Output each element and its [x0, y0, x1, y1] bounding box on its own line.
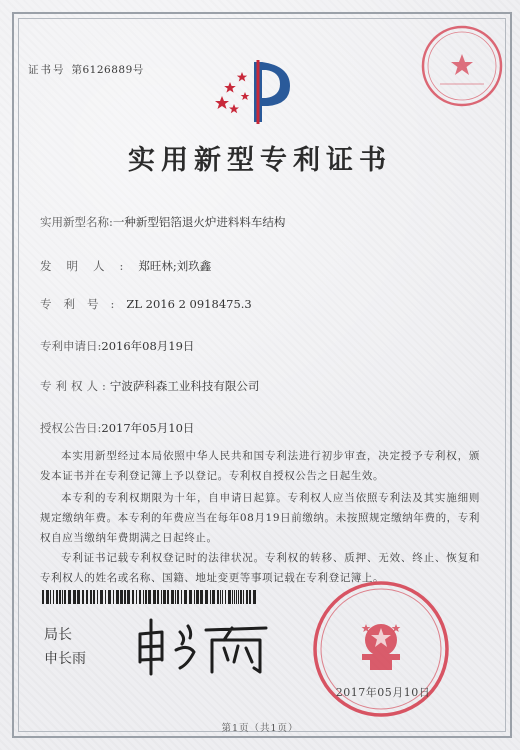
barcode-bar: [243, 590, 244, 604]
barcode-bar: [59, 590, 61, 604]
grant-date-row: [40, 420, 194, 436]
barcode-bar: [132, 590, 134, 604]
page-indicator: 第1页（共1页）: [221, 723, 299, 734]
sipo-logo-icon: [208, 56, 300, 126]
barcode-bar: [93, 590, 95, 604]
barcode-bar: [100, 590, 103, 604]
handwritten-signature: [128, 612, 278, 682]
filing-date-value: 2016年08月19日: [101, 339, 195, 353]
barcode-bar: [205, 590, 208, 604]
barcode-bar: [167, 590, 169, 604]
certificate-title: 实用新型专利证书: [128, 145, 392, 176]
barcode-bar: [217, 590, 219, 604]
patentee-value: 宁波萨科森工业科技有限公司: [109, 379, 260, 393]
barcode-bar: [124, 590, 126, 604]
barcode-bar: [82, 590, 84, 604]
barcode-bar: [113, 590, 114, 604]
seal-date: 2017年05月10日: [335, 686, 431, 699]
barcode-bar: [234, 590, 235, 604]
barcode-bar: [222, 590, 223, 604]
utility-model-name-value: 一种新型铝箔退火炉进料料车结构: [112, 215, 286, 229]
barcode-bar: [220, 590, 221, 604]
barcode-bar: [139, 590, 141, 604]
barcode-bar: [249, 590, 251, 604]
barcode-bar: [240, 590, 242, 604]
patentee-row: [40, 378, 259, 394]
barcode-bar: [108, 590, 111, 604]
barcode-bar: [127, 590, 130, 604]
barcode-bar: [194, 590, 195, 604]
barcode-bar: [62, 590, 63, 604]
barcode-bar: [163, 590, 166, 604]
inventor-row: [40, 258, 211, 274]
barcode-bar: [145, 590, 147, 604]
barcode-bar: [64, 590, 66, 604]
barcode-bar: [120, 590, 123, 604]
inventor-value: 郑旺林;刘玖鑫: [138, 259, 212, 273]
barcode-bar: [232, 590, 233, 604]
barcode-bar: [68, 590, 71, 604]
barcode-bar: [177, 590, 179, 604]
top-registry-seal-icon: [420, 24, 504, 108]
patent-number-row: [40, 296, 252, 312]
barcode-bar: [200, 590, 203, 604]
barcode-bar: [189, 590, 192, 604]
barcode-bar: [153, 590, 156, 604]
barcode-bar: [246, 590, 248, 604]
barcode-bar: [181, 590, 182, 604]
barcode-bar: [46, 590, 49, 604]
inventor-label: 发明人:: [40, 259, 139, 273]
barcode-bar: [238, 590, 239, 604]
barcode-bar: [73, 590, 76, 604]
legal-status-paragraph: 专利证书记载专利权登记时的法律状况。专利权的转移、质押、无效、终止、恢复和专利权人的姓名或名称、国籍、地址变更等事项记载在专利登记簿上。: [40, 552, 480, 584]
barcode-bar: [175, 590, 176, 604]
grant-date-value: 2017年05月10日: [101, 421, 195, 435]
barcode-bar: [253, 590, 256, 604]
barcode-bar: [90, 590, 92, 604]
barcode-bar: [86, 590, 88, 604]
patent-number-label: 专利号:: [40, 297, 127, 311]
certificate-number: [28, 62, 144, 77]
barcode-bar: [210, 590, 211, 604]
barcode-bar: [105, 590, 106, 604]
filing-date-label: 专利申请日:: [40, 339, 102, 353]
barcode-bar: [161, 590, 162, 604]
director-title: 局长: [44, 627, 72, 643]
director-name: 申长雨: [44, 651, 86, 667]
grant-date-label: 授权公告日:: [40, 421, 102, 435]
barcode-bar: [56, 590, 58, 604]
barcode-bar: [53, 590, 54, 604]
certificate-number-label: 证书号: [28, 64, 66, 76]
grant-statement-paragraph: 本实用新型经过本局依照中华人民共和国专利法进行初步审查，决定授予专利权，颁发本证书并在专利登记簿上予以登记。专利权自授权公告之日起生效。: [40, 450, 480, 482]
barcode-bar: [236, 590, 237, 604]
barcode-bar: [171, 590, 174, 604]
barcode-bar: [42, 590, 44, 604]
certificate-number-value: 第6126889号: [71, 64, 144, 76]
annual-fee-paragraph: 本专利的专利权期限为十年，自申请日起算。专利权人应当依照专利法及其实施细则规定缴纳年费。本专利的年费应当在每年08月19日前缴纳。未按照规定缴纳年费的，专利权自应当缴纳年费期满之日起终止。: [40, 492, 480, 544]
utility-model-name-label: 实用新型名称:: [40, 215, 113, 229]
patentee-label: 专利权人:: [40, 379, 110, 393]
utility-model-name-row: [40, 214, 285, 230]
barcode-icon: [42, 590, 260, 604]
barcode-bar: [97, 590, 98, 604]
barcode-bar: [212, 590, 215, 604]
barcode-bar: [148, 590, 151, 604]
barcode-bar: [143, 590, 144, 604]
barcode-bar: [228, 590, 231, 604]
barcode-bar: [157, 590, 159, 604]
patent-number-value: ZL 2016 2 0918475.3: [126, 297, 252, 311]
barcode-bar: [116, 590, 119, 604]
barcode-bar: [184, 590, 187, 604]
barcode-bar: [50, 590, 51, 604]
barcode-bar: [77, 590, 80, 604]
barcode-bar: [225, 590, 226, 604]
filing-date-row: [40, 338, 194, 354]
barcode-bar: [196, 590, 199, 604]
barcode-bar: [136, 590, 137, 604]
